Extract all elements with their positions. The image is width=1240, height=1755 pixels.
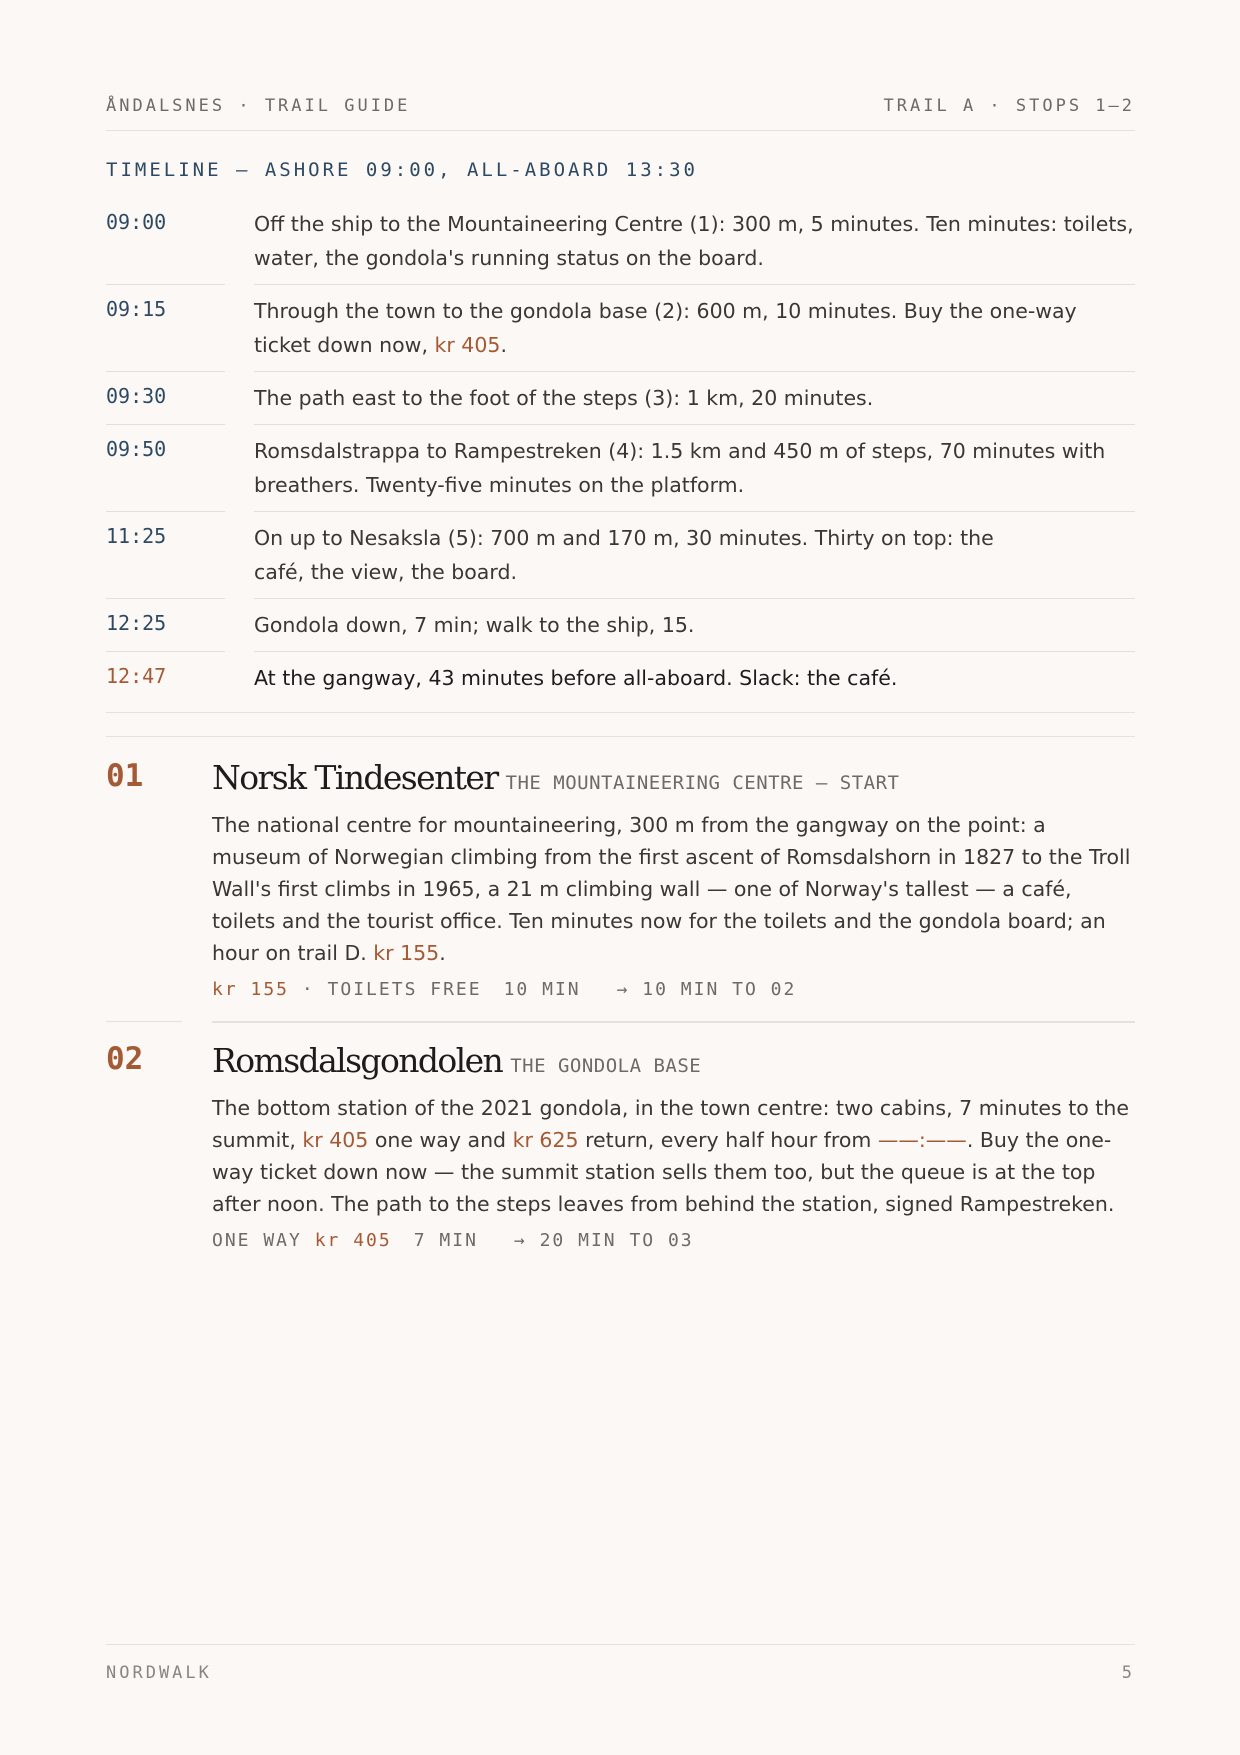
stop-text-part: The national centre for mountaineering, 300 m from the gangway on the point: a museum of Norwegian climbing from the first ascent of Romsdalshorn in 1827 to the Troll Wall's first climbs in 1965, a 21 m climbing wall — one of Norway's tallest — a café, toilets and the tourist office. Ten minutes now for the toilets and the gondola board; an hour on trail D. xyxy=(212,813,1131,965)
meta-next: → 10 MIN TO 02 xyxy=(616,979,797,1000)
timeline-row xyxy=(106,599,1135,652)
timeline-text-line: On up to Nesaksla (5): 700 m and 170 m, 30 minutes. Thirty on top: the xyxy=(254,526,994,550)
timeline-text: Romsdalstrappa to Rampestreken (4): 1.5 km and 450 m of steps, 70 minutes with breathers. Twenty-five minutes on the platform. xyxy=(254,425,1135,512)
timeline-row xyxy=(106,512,1135,599)
timeline xyxy=(106,198,1135,704)
timeline-time-final: 12:47 xyxy=(106,664,167,688)
meta-price: kr 155 xyxy=(212,979,290,1000)
timeline-time: 11:25 xyxy=(106,512,225,599)
stop-body xyxy=(212,758,1135,1000)
price-tag: kr 405 xyxy=(434,333,501,357)
stop-text-part: return, every half hour from xyxy=(578,1128,878,1152)
stop-text-part: one way and xyxy=(368,1128,513,1152)
time-placeholder: ——:—— xyxy=(877,1128,967,1152)
page-header xyxy=(106,96,1135,131)
timeline-text-part: Through the town to the gondola base (2): 600 m, 10 minutes. Buy the one-way ticket down now, xyxy=(254,299,1077,357)
timeline-row-final xyxy=(106,652,1135,704)
stop-title: Norsk Tindesenter xyxy=(212,758,498,797)
meta-next: → 20 MIN TO 03 xyxy=(513,1230,694,1251)
timeline-text: The path east to the foot of the steps (3): 1 km, 20 minutes. xyxy=(254,372,1135,425)
timeline-text xyxy=(254,285,1135,372)
timeline-text: Gondola down, 7 min; walk to the ship, 15. xyxy=(254,599,1135,652)
stop-body xyxy=(212,1041,1135,1251)
price-tag: kr 155 xyxy=(373,941,440,965)
stop-meta xyxy=(212,1230,1135,1251)
timeline-time: 12:25 xyxy=(106,599,225,652)
stop-separator xyxy=(212,1021,1135,1023)
stop-title: Romsdalsgondolen xyxy=(212,1041,503,1080)
stop-number-rule xyxy=(106,1021,182,1022)
timeline-text-final: At the gangway, 43 minutes before all-aboard. Slack: the café. xyxy=(254,666,898,690)
stop-title-line xyxy=(212,758,1135,797)
stop-number: 01 xyxy=(106,758,144,794)
stop-description xyxy=(212,1092,1135,1220)
timeline-time: 09:30 xyxy=(106,372,225,425)
timeline-row xyxy=(106,198,1135,285)
meta-label: ONE WAY xyxy=(212,1230,315,1251)
header-left: ÅNDALSNES · TRAIL GUIDE xyxy=(106,96,411,116)
timeline-text-line: café, the view, the board. xyxy=(254,560,517,584)
timeline-text: Off the ship to the Mountaineering Centre (1): 300 m, 5 minutes. Ten minutes: toilets, water, the gondola's running status on the board. xyxy=(254,198,1135,285)
section-divider xyxy=(106,712,1135,737)
timeline-text xyxy=(254,512,1135,599)
stop-title-line xyxy=(212,1041,1135,1080)
page-number: 5 xyxy=(1121,1663,1135,1683)
meta-time: 7 MIN xyxy=(413,1230,478,1251)
price-one-way: kr 405 xyxy=(302,1128,369,1152)
meta-time: 10 MIN xyxy=(503,979,581,1000)
stop-description xyxy=(212,809,1135,969)
header-right: TRAIL A · STOPS 1–2 xyxy=(883,96,1135,116)
timeline-row xyxy=(106,285,1135,372)
stop-number: 02 xyxy=(106,1041,144,1077)
footer-brand: NORDWALK xyxy=(106,1663,212,1683)
meta-price-note: · TOILETS FREE xyxy=(289,979,482,1000)
timeline-time: 09:50 xyxy=(106,425,225,512)
timeline-heading: TIMELINE — ASHORE 09:00, ALL-ABOARD 13:30 xyxy=(106,159,698,181)
stop-subtitle: THE MOUNTAINEERING CENTRE — START xyxy=(505,772,900,794)
timeline-row xyxy=(106,372,1135,425)
stop-text-part: The bottom station of the 2021 gondola, in the town centre: two cabins, 7 minutes to the summit, xyxy=(212,1096,1129,1152)
timeline-time: 09:00 xyxy=(106,198,225,285)
page-footer xyxy=(106,1644,1135,1683)
timeline-time: 09:15 xyxy=(106,285,225,372)
stop-text-part: . xyxy=(439,941,446,965)
stop-subtitle: THE GONDOLA BASE xyxy=(510,1055,702,1077)
price-return: kr 625 xyxy=(512,1128,579,1152)
stop-text-part: . Buy the one-way ticket down now — the summit station sells them too, but the queue is at the top after noon. The path to the steps leaves from behind the station, signed Rampestreken. xyxy=(212,1128,1115,1216)
timeline-row xyxy=(106,425,1135,512)
stop-meta xyxy=(212,979,1135,1000)
meta-price: kr 405 xyxy=(314,1230,392,1251)
timeline-text-part: . xyxy=(500,333,507,357)
